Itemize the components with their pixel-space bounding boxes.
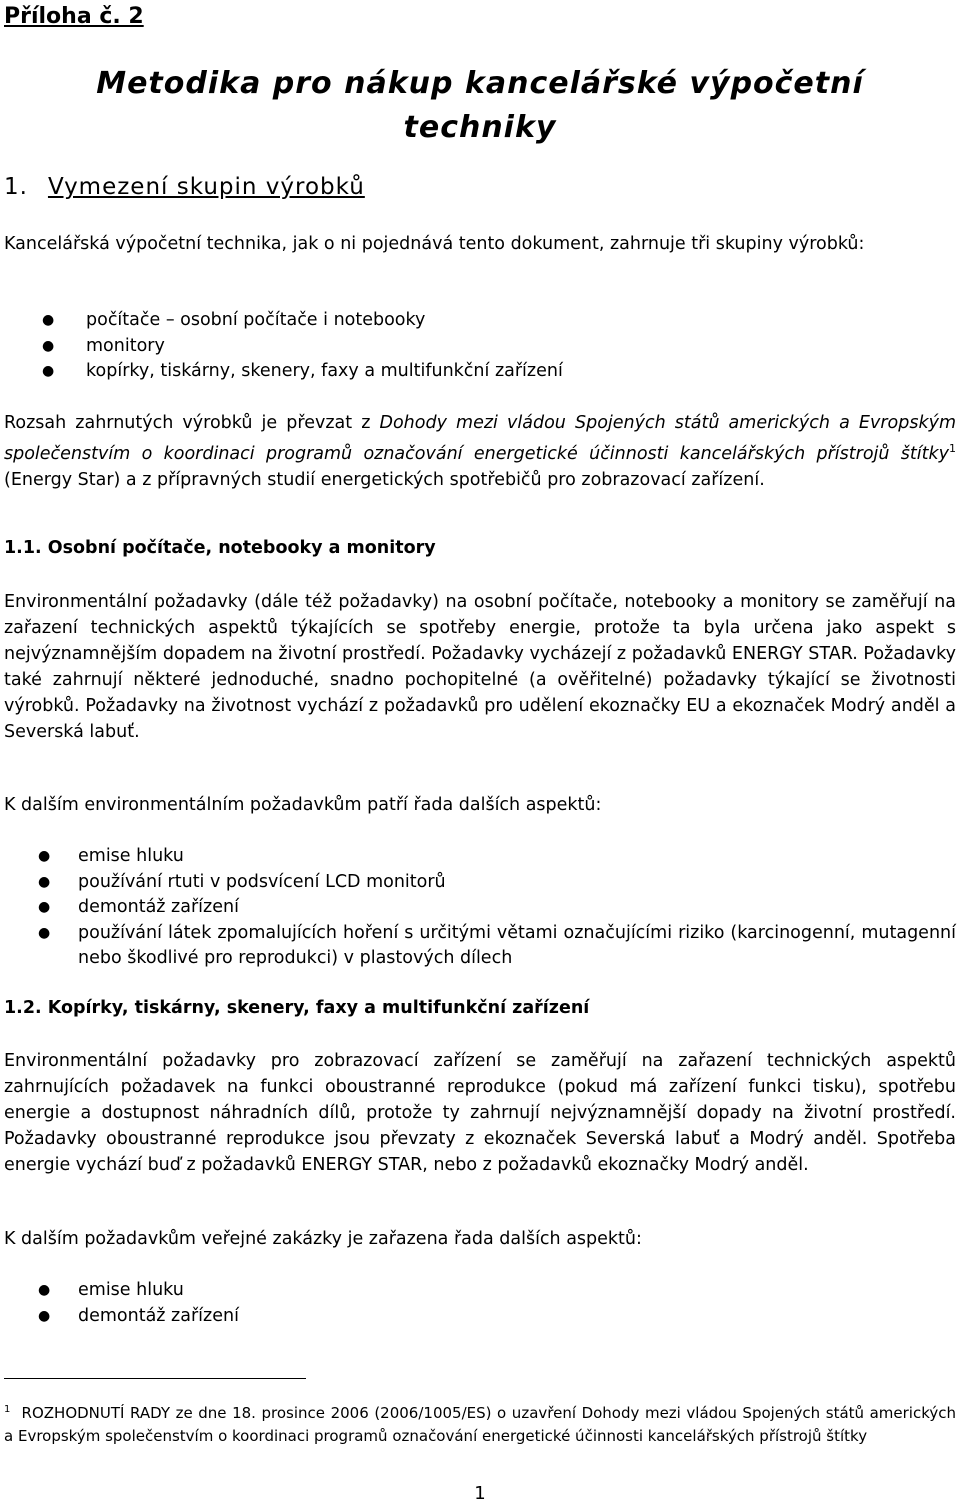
section-1-1-paragraph-1: Environmentální požadavky (dále též požadavky) na osobní počítače, notebooky a monitory se zaměřují na zařazení technických aspektů týkajících se spotřeby energie, protože ta byla určena jako aspekt s nejvýznamnějším dopadem na životní prostředí. Požadavky vycházejí z požadavků ENERGY STAR. Požadavky také zahrnují některé jednoduché, snadno pochopitelné (a ověřitelné) požadavky týkající se životnosti výrobků. Požadavky na životnost vychází z požadavků pro udělení ekoznačky EU a ekoznaček Modrý anděl a Severská labuť. — [4, 592, 956, 742]
bullet-icon: ● — [42, 312, 55, 328]
list-item: ● demontáž zařízení — [4, 1304, 956, 1330]
section-1-2-paragraph-2: K dalším požadavkům veřejné zakázky je zařazena řada dalších aspektů: — [4, 1229, 642, 1249]
scope-paragraph: Rozsah zahrnutých výrobků je převzat z Dohody mezi vládou Spojených států amerických a Evropským společenstvím o koordinaci programů označování energetické účinnosti kancelářských přístrojů štítky$^1$ (Energy Star) a z přípravných studií energetických spotřebičů pro zobrazovací zařízení. — [4, 413, 956, 490]
list-item: ● demontáž zařízení — [4, 895, 956, 921]
bullet-icon: ● — [38, 1307, 51, 1324]
section-1-1-paragraph-2: K dalším environmentálním požadavkům patří řada dalších aspektů: — [4, 795, 602, 815]
agreement-title: Dohody mezi vládou Spojených států amerických a Evropským společenstvím o koordinaci programů označování energetické účinnosti kancelářských přístrojů štítky — [4, 413, 956, 464]
footnote-text: ROZHODNUTÍ RADY ze dne 18. prosince 2006 (2006/1005/ES) o uzavření Dohody mezi vládou Spojených států amerických a Evropským společenstvím o koordinaci programů označování energetické účinnosti kancelářských přístrojů štítky — [4, 1404, 956, 1445]
section-1-2-heading: 1.2. Kopírky, tiskárny, skenery, faxy a multifunkční zařízení — [4, 998, 590, 1018]
section-1-intro: Kancelářská výpočetní technika, jak o ni pojednává tento dokument, zahrnuje tři skupiny výrobků: — [4, 234, 865, 254]
list-item: ● emise hluku — [4, 1278, 956, 1304]
page-number: 1 — [474, 1483, 486, 1504]
list-item: ● monitory — [4, 334, 944, 360]
annex-label: Příloha č. 2 — [4, 4, 144, 29]
section-1-heading — [4, 174, 365, 200]
list-item: ● emise hluku — [4, 844, 956, 870]
footnote-separator — [4, 1378, 306, 1379]
section-1-2-paragraph-1: Environmentální požadavky pro zobrazovací zařízení se zaměřují na zařazení technických aspektů zahrnujících požadavek na funkci oboustranné reprodukce (pokud má zařízení funkci tisku), spotřebu energie a dostupnost náhradních dílů, protože ty zahrnují nejvýznamnější dopady na životní prostředí. Požadavky oboustranné reprodukce jsou převzaty z ekoznaček Severská labuť a Modrý anděl. Spotřeba energie vychází buď z požadavků ENERGY STAR, nebo z požadavků ekoznačky Modrý anděl. — [4, 1051, 956, 1175]
bullet-icon: ● — [38, 899, 51, 915]
section-1-number: 1. — [4, 174, 28, 200]
bullet-icon: ● — [42, 337, 55, 354]
section-1-1-heading: 1.1. Osobní počítače, notebooky a monitory — [4, 538, 436, 558]
aspects-list-2 — [4, 1278, 956, 1329]
bullet-icon: ● — [38, 1282, 51, 1298]
title-line-1: Metodika pro nákup kancelářské výpočetní — [96, 66, 864, 101]
section-1-title: Vymezení skupin výrobků — [47, 174, 365, 200]
list-item: ● počítače – osobní počítače i notebooky — [4, 308, 944, 334]
product-groups-list — [4, 308, 944, 385]
bullet-icon: ● — [38, 924, 51, 941]
aspects-list-1 — [4, 844, 956, 972]
document-title — [0, 62, 960, 150]
footnote — [4, 1398, 956, 1448]
bullet-icon: ● — [42, 363, 55, 379]
list-item: ● kopírky, tiskárny, skenery, faxy a multifunkční zařízení — [4, 359, 944, 385]
footnote-mark: 1 — [4, 1404, 11, 1415]
list-item: ● používání látek zpomalujících hoření s určitými větami označujícími riziko (karcinogenní, mutagenní nebo škodlivé pro reprodukci) v plastových dílech — [38, 922, 956, 968]
title-line-2: techniky — [403, 110, 557, 145]
bullet-icon: ● — [38, 848, 51, 864]
list-item: ● používání rtuti v podsvícení LCD monitorů — [4, 870, 956, 896]
bullet-icon: ● — [38, 873, 51, 890]
footnote-ref: 1 — [949, 442, 956, 455]
